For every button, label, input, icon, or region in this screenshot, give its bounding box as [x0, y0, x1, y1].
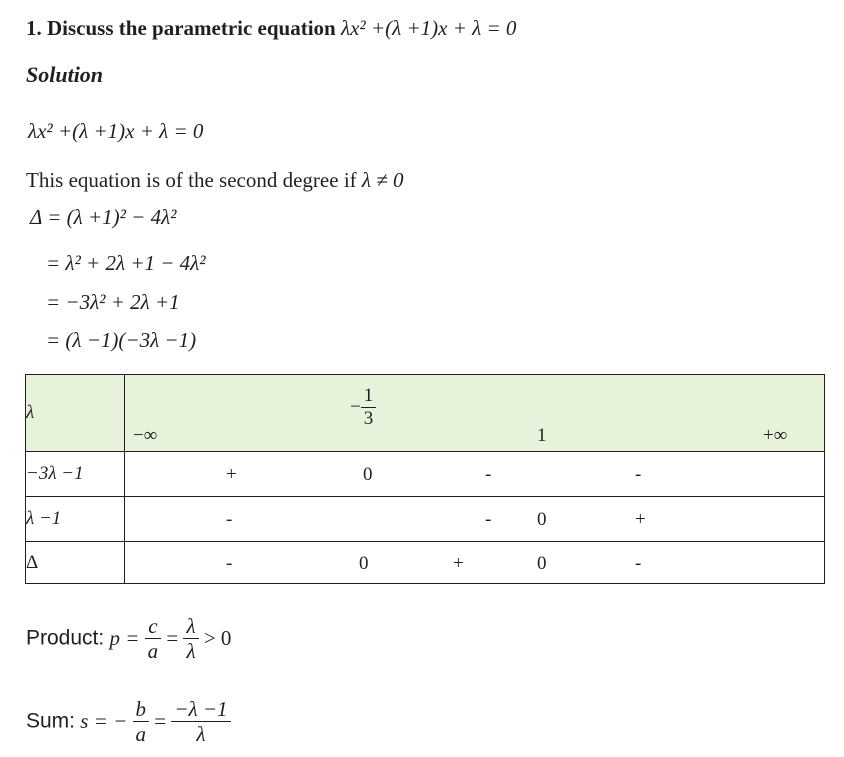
root1-fraction — [361, 385, 377, 430]
sign-cell: + — [226, 464, 237, 485]
equals-sign: = — [166, 626, 179, 651]
table-row — [26, 497, 825, 542]
row-label: −3λ −1 — [26, 452, 125, 497]
product-fraction-1 — [145, 614, 162, 663]
product-inequality: > 0 — [203, 626, 232, 651]
discriminant-line-3: = −3λ² + 2λ +1 — [46, 290, 180, 314]
exercise-title: Discuss the parametric equation — [47, 16, 336, 40]
sum-fraction-1 — [133, 697, 150, 746]
sign-cell: - — [485, 509, 492, 530]
table-row — [26, 452, 825, 497]
product-formula — [26, 614, 231, 663]
sign-table — [25, 374, 825, 584]
fraction-numerator: b — [133, 697, 150, 722]
degree-condition — [26, 168, 404, 193]
sign-cell: + — [453, 553, 464, 574]
pos-infinity: +∞ — [763, 425, 788, 446]
product-fraction-2 — [183, 614, 198, 663]
sign-cell: - — [485, 464, 492, 485]
header-lambda-label: λ — [26, 375, 125, 452]
neg-infinity: −∞ — [133, 425, 158, 446]
fraction-denominator: λ — [186, 639, 196, 664]
root1-numerator: 1 — [361, 385, 377, 408]
row-values-cell — [125, 542, 825, 584]
row-label: λ −1 — [26, 497, 125, 542]
zero-cell: 0 — [363, 464, 373, 485]
solution-label: Solution — [26, 62, 104, 87]
fraction-denominator: a — [147, 639, 159, 664]
zero-cell: 0 — [537, 509, 547, 530]
product-var: p = — [109, 626, 140, 651]
zero-cell: 0 — [537, 553, 547, 574]
fraction-numerator: λ — [183, 614, 198, 639]
discriminant-line-2: = λ² + 2λ +1 − 4λ² — [46, 251, 206, 275]
fraction-denominator: λ — [196, 722, 206, 747]
sign-cell: - — [226, 509, 233, 530]
sign-cell: - — [635, 553, 642, 574]
sum-formula — [26, 697, 231, 746]
sign-cell: - — [226, 553, 233, 574]
row-values-cell — [125, 497, 825, 542]
table-row — [26, 542, 825, 584]
header-values-cell — [125, 375, 825, 452]
sum-label: Sum: — [26, 709, 76, 733]
fraction-numerator: −λ −1 — [171, 697, 230, 722]
discriminant-line-4: = (λ −1)(−3λ −1) — [46, 328, 197, 352]
equation-line: λx² +(λ +1)x + λ = 0 — [28, 119, 204, 143]
table-header-row — [26, 375, 825, 452]
condition-text: This equation is of the second degree if — [26, 168, 357, 192]
root1-denominator: 3 — [363, 407, 374, 429]
product-label: Product: — [26, 626, 105, 650]
fraction-numerator: c — [145, 614, 162, 639]
sum-fraction-2 — [171, 697, 230, 746]
row-values-cell — [125, 452, 825, 497]
sign-cell: + — [635, 509, 646, 530]
sum-var: s = − — [80, 709, 128, 734]
heading-equation: λx² +(λ +1)x + λ = 0 — [340, 16, 517, 40]
exercise-number: 1. — [26, 16, 42, 40]
equals-sign: = — [154, 709, 167, 734]
root1-sign: − — [350, 396, 361, 418]
condition-math: λ ≠ 0 — [361, 168, 404, 192]
discriminant-line-1: Δ = (λ +1)² − 4λ² — [30, 205, 177, 229]
exercise-heading — [26, 16, 516, 41]
sign-cell: - — [635, 464, 642, 485]
root-neg-one-third — [350, 385, 376, 430]
fraction-denominator: a — [135, 722, 147, 747]
zero-cell: 0 — [359, 553, 369, 574]
root-one: 1 — [537, 425, 547, 446]
row-label: Δ — [26, 542, 125, 584]
